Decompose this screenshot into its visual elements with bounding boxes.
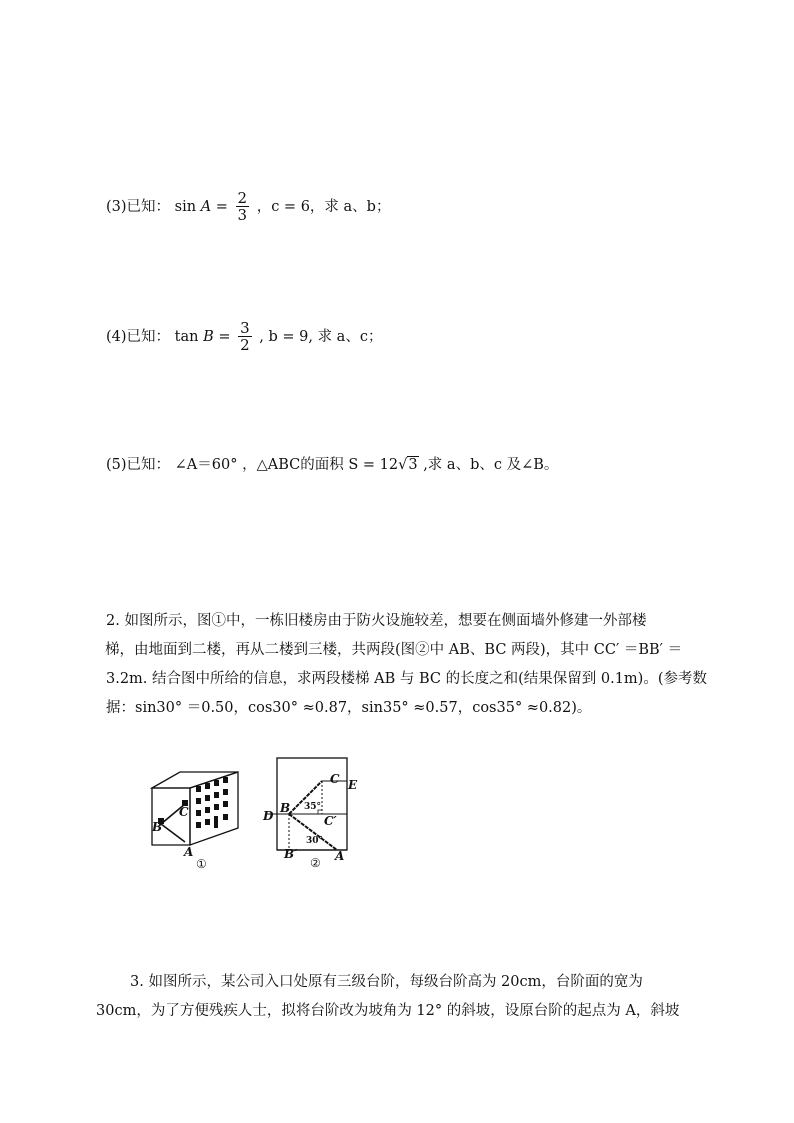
figure-1 bbox=[150, 770, 245, 875]
fig1-label-b: B bbox=[152, 820, 163, 834]
q4-denominator: 2 bbox=[240, 336, 250, 354]
fig1-label-a: A bbox=[184, 845, 194, 859]
fig2-label-bp: B′ bbox=[284, 847, 298, 861]
q5-prefix: (5)已知： bbox=[106, 457, 171, 473]
fig2-caption: ② bbox=[310, 856, 321, 870]
fig2-label-c: C bbox=[330, 772, 340, 786]
q4-prefix: (4)已知： bbox=[106, 329, 171, 345]
q3-prefix: (3)已知： bbox=[106, 199, 171, 215]
q3-denominator: 3 bbox=[237, 206, 248, 224]
question-4 bbox=[106, 320, 382, 354]
problem-2-line-2: 梯，由地面到二楼，再从二楼到三楼，共两段(图②中 AB、BC 两段)，其中 CC′ ＝BB′ ＝ bbox=[105, 642, 683, 658]
fig1-caption: ① bbox=[196, 857, 207, 871]
q3-rest: ，c = 6，求 a、b； bbox=[256, 199, 391, 215]
q4-numerator: 3 bbox=[240, 319, 250, 337]
problem-2-line-1: 2. 如图所示，图①中，一栋旧楼房由于防火设施较差，想要在侧面墙外修建一外部楼 bbox=[106, 613, 647, 629]
problem-3-line-2: 30cm，为了方便残疾人士，拟将台阶改为坡角为 12° 的斜坡，设原台阶的起点为 A，斜坡 bbox=[96, 1003, 680, 1019]
q3-func: sin bbox=[174, 199, 197, 215]
q5-radicand: 3 bbox=[408, 457, 418, 473]
q3-eq: = bbox=[215, 199, 233, 215]
fig2-angle-30: 30° bbox=[306, 836, 324, 846]
problem-3-line-1: 3. 如图所示，某公司入口处原有三级台阶，每级台阶高为 20cm，台阶面的宽为 bbox=[130, 974, 643, 990]
q3-var: A bbox=[200, 199, 212, 215]
q5-angle: ∠A＝60° bbox=[174, 457, 238, 473]
q4-var: B bbox=[203, 329, 214, 345]
fig1-label-c: C bbox=[179, 805, 189, 819]
q4-rest: , b = 9, 求 a、c； bbox=[259, 329, 383, 345]
fig2-label-e: E bbox=[348, 778, 358, 792]
fig2-label-a: A bbox=[335, 849, 345, 863]
q4-func: tan bbox=[174, 329, 199, 345]
q3-numerator: 2 bbox=[237, 189, 248, 207]
q3-fraction bbox=[236, 190, 250, 224]
question-5: (5)已知： ∠A＝60° ，△ABC的面积 S = 12√3 ,求 a、b、c 及∠B。 bbox=[106, 457, 559, 473]
problem-2-line-3: 3.2m. 结合图中所给的信息，求两段楼梯 AB 与 BC 的长度之和(结果保留到 0.1m)。(参考数 bbox=[106, 671, 707, 687]
problem-2-line-4: 据：sin30° ＝0.50，cos30° ≈0.87，sin35° ≈0.57，cos35° ≈0.82)。 bbox=[106, 700, 592, 716]
fig2-label-cp: C′ bbox=[324, 814, 337, 828]
fig2-label-b: B bbox=[280, 801, 291, 815]
q5-rest: ,求 a、b、c 及∠B。 bbox=[423, 457, 559, 473]
figure-2 bbox=[262, 756, 362, 874]
problem-2 bbox=[106, 607, 746, 723]
building-diagram bbox=[150, 770, 245, 850]
q5-mid: ，△ABC的面积 S = 12 bbox=[242, 457, 399, 473]
q4-eq: = bbox=[218, 329, 236, 345]
fig2-label-d: D bbox=[263, 809, 274, 823]
question-3 bbox=[106, 190, 390, 224]
q4-fraction bbox=[238, 320, 252, 354]
fig2-angle-35: 35° bbox=[304, 802, 322, 812]
